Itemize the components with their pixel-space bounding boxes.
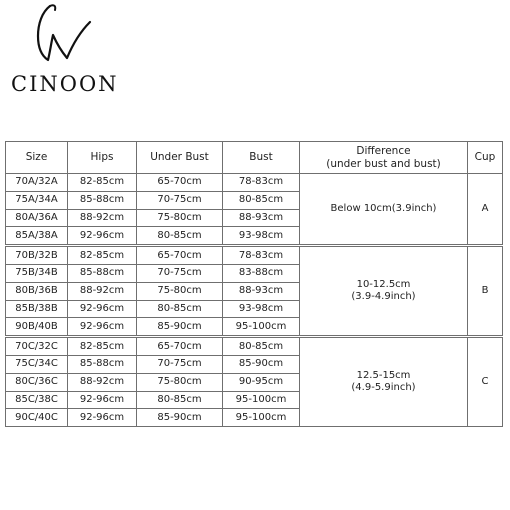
size-chart-table xyxy=(5,141,503,427)
under-bust-cell: 80-85cm xyxy=(137,227,223,246)
header-cup: Cup xyxy=(468,142,503,174)
cup-cell: C xyxy=(468,337,503,427)
bust-cell: 88-93cm xyxy=(223,209,300,227)
brand-name: CINOON xyxy=(11,72,119,96)
size-cell: 80B/36B xyxy=(6,282,68,300)
difference-cell xyxy=(300,246,468,337)
header-difference-line: Difference xyxy=(356,144,411,157)
header-difference-line: (under bust and bust) xyxy=(326,157,441,170)
difference-line: Below 10cm(3.9inch) xyxy=(330,203,437,215)
difference-line: 12.5-15cm xyxy=(356,370,411,382)
hips-cell: 88-92cm xyxy=(68,209,137,227)
under-bust-cell: 70-75cm xyxy=(137,191,223,209)
table-header-row xyxy=(6,142,503,174)
size-cell: 85B/38B xyxy=(6,300,68,318)
hips-cell: 92-96cm xyxy=(68,227,137,246)
bust-cell: 80-85cm xyxy=(223,337,300,356)
size-cell: 70B/32B xyxy=(6,246,68,265)
bust-cell: 83-88cm xyxy=(223,264,300,282)
hips-cell: 85-88cm xyxy=(68,355,137,373)
bust-cell: 85-90cm xyxy=(223,355,300,373)
under-bust-cell: 75-80cm xyxy=(137,209,223,227)
size-cell: 75C/34C xyxy=(6,355,68,373)
bust-cell: 78-83cm xyxy=(223,246,300,265)
under-bust-cell: 70-75cm xyxy=(137,264,223,282)
header-size: Size xyxy=(6,142,68,174)
under-bust-cell: 85-90cm xyxy=(137,318,223,337)
bust-cell: 95-100cm xyxy=(223,391,300,409)
size-cell: 75B/34B xyxy=(6,264,68,282)
hips-cell: 92-96cm xyxy=(68,409,137,427)
under-bust-cell: 85-90cm xyxy=(137,409,223,427)
under-bust-cell: 65-70cm xyxy=(137,337,223,356)
bust-cell: 93-98cm xyxy=(223,300,300,318)
bust-cell: 93-98cm xyxy=(223,227,300,246)
table-row xyxy=(6,246,503,265)
difference-line: (4.9-5.9inch) xyxy=(351,382,416,394)
cup-cell: B xyxy=(468,246,503,337)
header-hips: Hips xyxy=(68,142,137,174)
size-cell: 70A/32A xyxy=(6,174,68,192)
script-cn-monogram-icon xyxy=(28,2,108,64)
size-cell: 85A/38A xyxy=(6,227,68,246)
size-cell: 75A/34A xyxy=(6,191,68,209)
table-row xyxy=(6,337,503,356)
hips-cell: 92-96cm xyxy=(68,391,137,409)
hips-cell: 85-88cm xyxy=(68,264,137,282)
bust-cell: 95-100cm xyxy=(223,318,300,337)
under-bust-cell: 70-75cm xyxy=(137,355,223,373)
under-bust-cell: 75-80cm xyxy=(137,373,223,391)
hips-cell: 92-96cm xyxy=(68,318,137,337)
header-difference xyxy=(300,142,468,174)
difference-line: (3.9-4.9inch) xyxy=(351,291,416,303)
size-cell: 80C/36C xyxy=(6,373,68,391)
hips-cell: 88-92cm xyxy=(68,282,137,300)
hips-cell: 82-85cm xyxy=(68,337,137,356)
under-bust-cell: 75-80cm xyxy=(137,282,223,300)
size-cell: 90C/40C xyxy=(6,409,68,427)
hips-cell: 82-85cm xyxy=(68,174,137,192)
difference-cell xyxy=(300,337,468,427)
cup-cell: A xyxy=(468,174,503,246)
hips-cell: 88-92cm xyxy=(68,373,137,391)
table-row xyxy=(6,174,503,192)
bust-cell: 90-95cm xyxy=(223,373,300,391)
bust-cell: 95-100cm xyxy=(223,409,300,427)
hips-cell: 82-85cm xyxy=(68,246,137,265)
hips-cell: 85-88cm xyxy=(68,191,137,209)
size-cell: 80A/36A xyxy=(6,209,68,227)
under-bust-cell: 80-85cm xyxy=(137,300,223,318)
bust-cell: 88-93cm xyxy=(223,282,300,300)
header-under-bust: Under Bust xyxy=(137,142,223,174)
size-cell: 70C/32C xyxy=(6,337,68,356)
size-cell: 85C/38C xyxy=(6,391,68,409)
bust-cell: 80-85cm xyxy=(223,191,300,209)
difference-cell xyxy=(300,174,468,246)
bust-cell: 78-83cm xyxy=(223,174,300,192)
header-bust: Bust xyxy=(223,142,300,174)
hips-cell: 92-96cm xyxy=(68,300,137,318)
difference-line: 10-12.5cm xyxy=(356,279,411,291)
brand-logo xyxy=(6,2,126,102)
under-bust-cell: 65-70cm xyxy=(137,246,223,265)
under-bust-cell: 80-85cm xyxy=(137,391,223,409)
size-cell: 90B/40B xyxy=(6,318,68,337)
under-bust-cell: 65-70cm xyxy=(137,174,223,192)
